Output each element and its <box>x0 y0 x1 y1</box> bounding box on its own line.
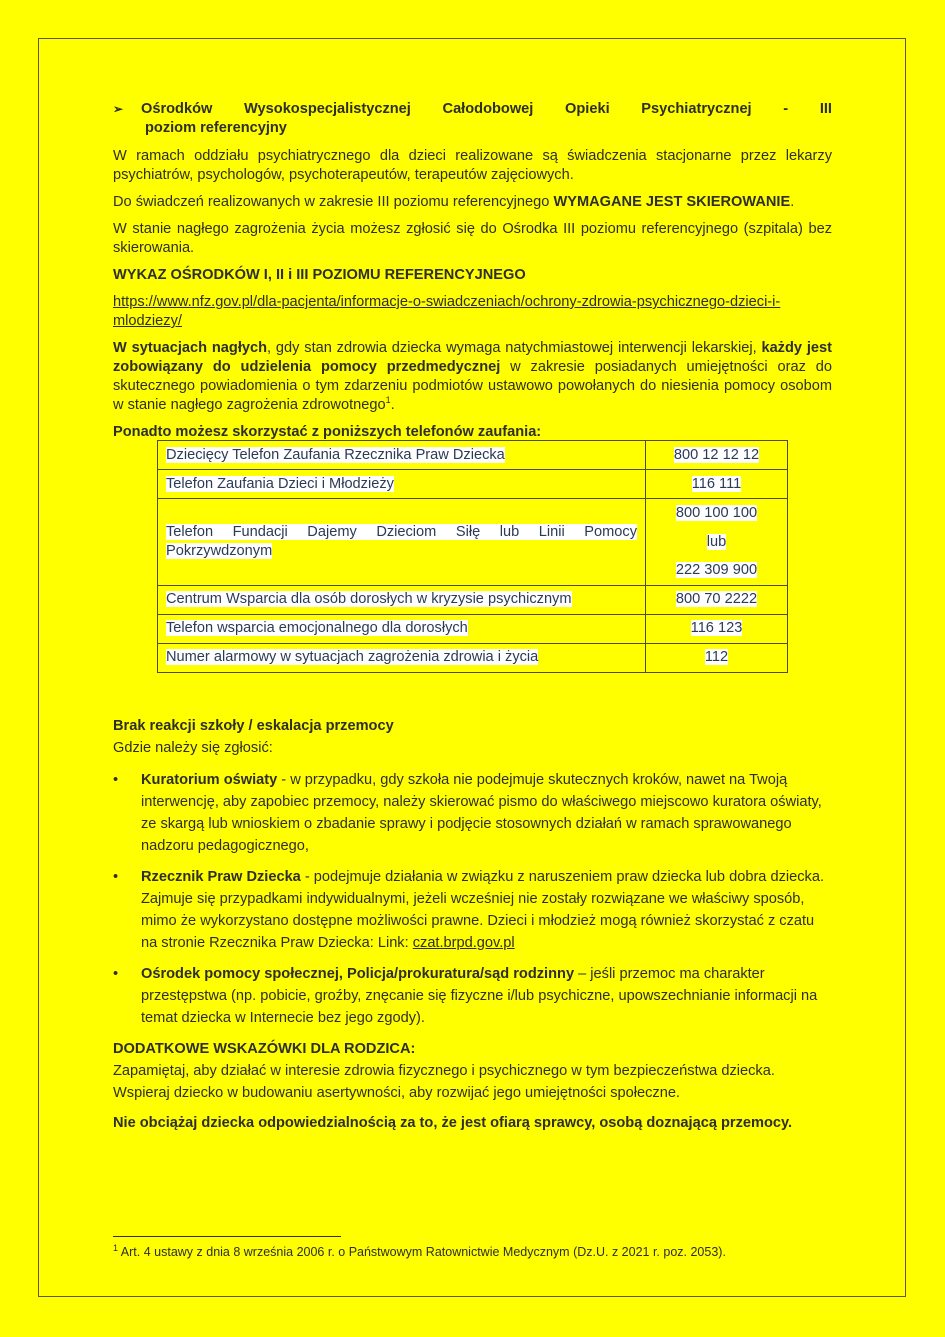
referral-required-emphasis: WYMAGANE JEST SKIEROWANIE <box>553 194 791 210</box>
heading-line-1: Ośrodków Wysokospecjalistycznej Całodobowej Opieki Psychiatrycznej - III <box>141 101 832 117</box>
heading-line-2: poziom referencyjny <box>145 120 287 136</box>
table-row <box>158 470 788 499</box>
brpd-chat-link[interactable]: czat.brpd.gov.pl <box>412 934 515 951</box>
helpline-table <box>157 440 788 673</box>
footnote-reference[interactable]: 1 <box>385 395 391 406</box>
centers-list-heading: WYKAZ OŚRODKÓW I, II i III POZIOMU REFERENCYJNEGO <box>113 267 526 283</box>
helpline-name: Telefon Fundacji Dajemy Dzieciom Siłę lub Linii Pomocy Pokrzywdzonym <box>166 523 637 559</box>
list-item: • Kuratorium oświaty - w przypadku, gdy szkoła nie podejmuje skutecznych kroków, nawet na Twoją interwencję, aby zapobiec przemocy, należy skierować pismo do właściwego miejscowo kuratora oświaty, ze skargą lub wnioskiem o zbadanie sprawy i podjęcie stosownych działań w ramach sprawowanego nadzoru pedagogicznego, <box>113 769 832 857</box>
table-row <box>158 614 788 643</box>
escalation-subheading: Gdzie należy się zgłosić: <box>113 739 273 756</box>
nfz-link[interactable]: https://www.nfz.gov.pl/dla-pacjenta/informacje-o-swiadczeniach/ochrony-zdrowia-psychicznego-dzieci-i-mlodziezy/ <box>113 294 781 329</box>
bullet-icon: • <box>113 868 119 885</box>
helpline-number[interactable]: 116 111 <box>691 475 742 492</box>
table-row <box>158 585 788 614</box>
helpline-number[interactable]: 800 12 12 12 <box>673 446 760 463</box>
helpline-or-label: lub <box>706 533 727 550</box>
helpline-name: Centrum Wsparcia dla osób dorosłych w kryzysie psychicznym <box>166 591 572 607</box>
helpline-number[interactable]: 800 70 2222 <box>675 591 758 607</box>
list-item: • Rzecznik Praw Dziecka - podejmuje działania w związku z naruszeniem praw dziecka lub dobra dziecka. Zajmuje się przypadkami indywidualnymi, jeżeli wcześniej nie zostały rozwiązane we właściwy sposób, mimo że wykorzystano dostępne możliwości prawne. Dzieci i młodzież mogą również skorzystać z czatu na stronie Rzecznika Praw Dziecka: Link: czat.brpd.gov.pl <box>113 866 832 954</box>
helpline-name: Telefon wsparcia emocjonalnego dla dorosłych <box>166 620 468 636</box>
helpline-name: Telefon Zaufania Dzieci i Młodzieży <box>166 475 394 492</box>
escalation-section <box>113 715 832 1029</box>
tips-heading: DODATKOWE WSKAZÓWKI DLA RODZICA: <box>113 1040 416 1057</box>
table-row <box>158 499 788 586</box>
parent-tips-section <box>113 1038 832 1134</box>
section-heading-level-iii <box>113 100 832 119</box>
helpline-name: Numer alarmowy w sytuacjach zagrożenia zdrowia i życia <box>166 649 539 665</box>
footnote-separator <box>113 1236 341 1237</box>
helpline-name: Dziecięcy Telefon Zaufania Rzecznika Praw Dziecka <box>166 446 505 463</box>
footnote: $^1$ Art. 4 ustawy z dnia 8 września 2006 r. o Państwowym Ratownictwie Medycznym (Dz.U. z 2021 r. poz. 2053). <box>113 1242 726 1259</box>
bullet-icon: • <box>113 965 119 982</box>
escalation-heading: Brak reakcji szkoły / eskalacja przemocy <box>113 717 394 734</box>
paragraph-emergency: W stanie nagłego zagrożenia życia możesz zgłosić się do Ośrodka III poziomu referencyjnego (szpitala) bez skierowania. <box>113 221 832 256</box>
arrow-bullet-icon: ➢ <box>113 102 124 116</box>
tips-line-1: Zapamiętaj, aby działać w interesie zdrowia fizycznego i psychicznego w tym bezpieczeństwa dziecka. <box>113 1062 775 1079</box>
helpline-number[interactable]: 116 123 <box>690 620 743 636</box>
bullet-icon: • <box>113 771 119 788</box>
paragraph-sudden-situations: W sytuacjach nagłych, gdy stan zdrowia dziecka wymaga natychmiastowej interwencji lekarskiej, każdy jest zobowiązany do udzielenia pomocy przedmedycznej w zakresie posiadanych umiejętności oraz do skutecznego powiadomienia o tym zdarzeniu podmiotów ustawowo powołanych do niesienia pomocy osobom w stanie nagłego zagrożenia zdrowotnego$^1$. <box>113 340 832 413</box>
paragraph-referral: Do świadczeń realizowanych w zakresie III poziomu referencyjnego WYMAGANE JEST SKIEROWANIE. <box>113 194 795 210</box>
paragraph-ward: W ramach oddziału psychiatrycznego dla dzieci realizowane są świadczenia stacjonarne przez lekarzy psychiatrów, psychologów, psychoterapeutów, terapeutów zajęciowych. <box>113 148 832 183</box>
phones-intro: Ponadto możesz skorzystać z poniższych telefonów zaufania: <box>113 424 542 440</box>
escalation-list <box>113 769 832 1029</box>
helpline-number[interactable]: 800 100 100 <box>675 505 758 521</box>
tips-line-2: Wspieraj dziecko w budowaniu asertywności, aby rozwijać jego umiejętności społeczne. <box>113 1084 680 1101</box>
helpline-number[interactable]: 222 309 900 <box>675 562 758 578</box>
footnote-marker: 1 <box>113 1242 119 1253</box>
tips-closing: Nie obciążaj dziecka odpowiedzialnością za to, że jest ofiarą sprawcy, osobą doznającą przemocy. <box>113 1114 793 1131</box>
document-content <box>113 100 832 1134</box>
table-row <box>158 643 788 672</box>
table-row <box>158 441 788 470</box>
list-item: • Ośrodek pomocy społecznej, Policja/prokuratura/sąd rodzinny – jeśli przemoc ma charakter przestępstwa (np. pobicie, groźby, znęcanie się fizyczne i/lub psychiczne, upowszechnianie informacji na temat dziecka w Internecie bez jego zgody). <box>113 963 832 1029</box>
helpline-number[interactable]: 112 <box>704 649 729 665</box>
